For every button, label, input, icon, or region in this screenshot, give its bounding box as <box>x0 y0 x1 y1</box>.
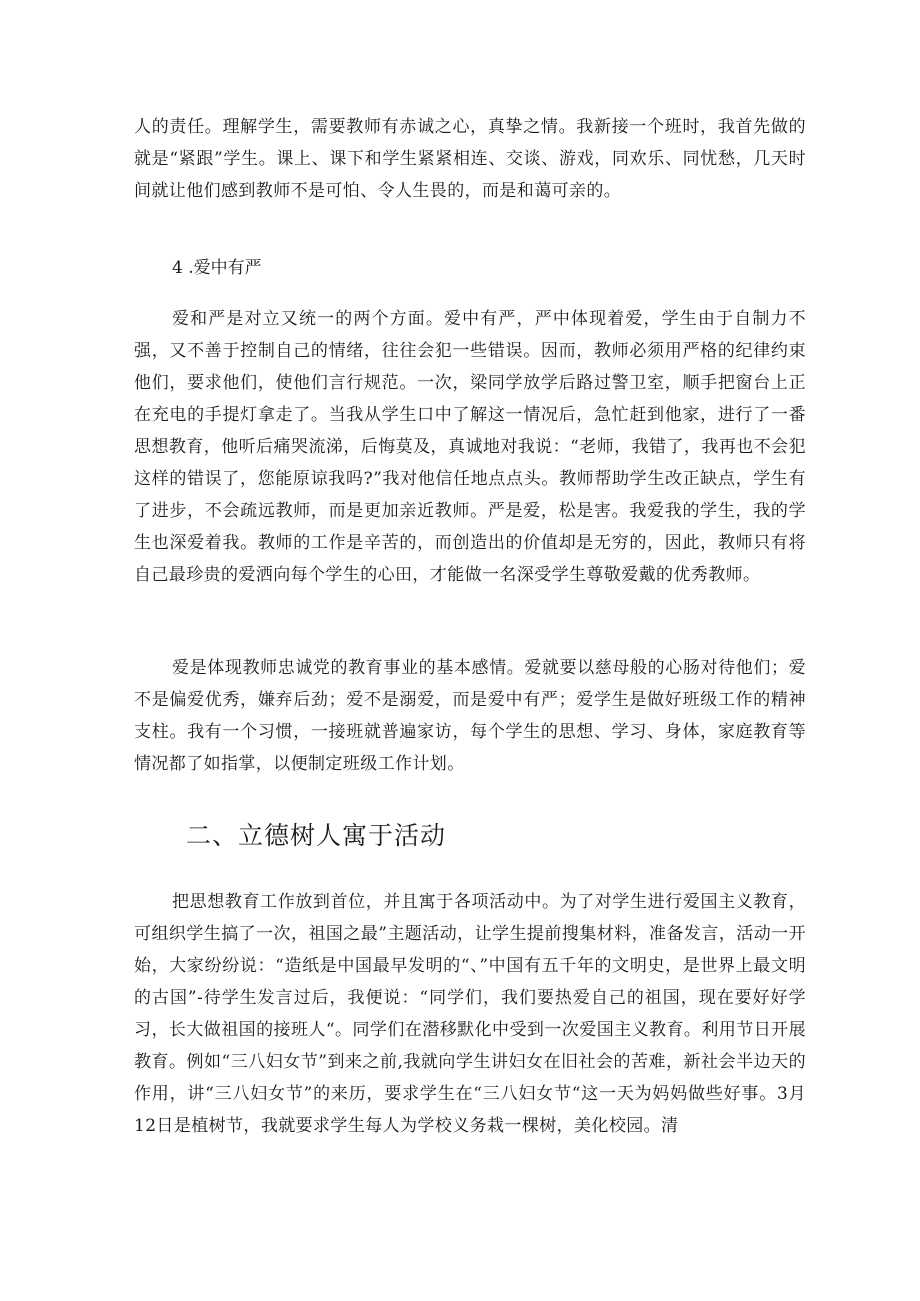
paragraph-intro: 人的责任。理解学生，需要教师有赤诚之心，真挚之情。我新接一个班时，我首先做的就是“紧跟”学生。课上、课下和学生紧紧相连、交谈、游戏，同欢乐、同忧愁，几天时间就让他们感到教师不是可怕、令人生畏的，而是和蔼可亲的。 <box>134 117 806 201</box>
section-heading-moral-education: 二、立德树人寓于活动 <box>186 821 447 850</box>
paragraph-activities: 把思想教育工作放到首位，并且寓于各项活动中。为了对学生进行爱国主义教育，可组织学生搞了一次，祖国之最”主题活动，让学生提前搜集材料，准备发言，活动一开始，大家纷纷说：“造纸是中国最早发明的“、”中国有五千年的文明史，是世界上最文明的古国”-待学生发言过后，我便说：“同学们，我们要热爱自己的祖国，现在要好好学习，长大做祖国的接班人“。同学们在潜移默化中受到一次爱国主义教育。利用节日开展教育。例如“三八妇女节”到来之前,我就向学生讲妇女在旧社会的苦难，新社会半边天的作用，讲“三八妇女节”的来历，要求学生在“三八妇女节“这一天为妈妈做些好事。3月12日是植树节，我就要求学生每人为学校义务栽一棵树，美化校园。清 <box>134 892 806 1136</box>
paragraph-love-and-strictness: 爱和严是对立又统一的两个方面。爱中有严，严中体现着爱，学生由于自制力不强，又不善于控制自己的情绪，往往会犯一些错误。因而，教师必须用严格的纪律约束他们，要求他们，使他们言行规范。一次，梁同学放学后路过警卫室，顺手把窗台上正在充电的手提灯拿走了。当我从学生口中了解这一情况后，急忙赶到他家，进行了一番思想教育，他听后痛哭流涕，后悔莫及，真诚地对我说：“老师，我错了，我再也不会犯这样的错误了，您能原谅我吗?”我对他信任地点点头。教师帮助学生改正缺点，学生有了进步，不会疏远教师，而是更加亲近教师。严是爱，松是害。我爱我的学生，我的学生也深爱着我。教师的工作是辛苦的，而创造出的价值却是无穷的，因此，教师只有将自己最珍贵的爱洒向每个学生的心田，才能做一名深受学生尊敬爱戴的优秀教师。 <box>134 309 806 585</box>
subheading-love-with-strictness: 4 .爱中有严 <box>172 258 262 278</box>
paragraph-love-foundation: 爱是体现教师忠诚党的教育事业的基本感情。爱就要以慈母般的心肠对待他们；爱不是偏爱优秀，嫌弃后劲；爱不是溺爱，而是爱中有严；爱学生是做好班级工作的精神支柱。我有一个习惯，一接班就普遍家访，每个学生的思想、学习、身体，家庭教育等情况都了如指掌，以便制定班级工作计划。 <box>134 658 806 774</box>
